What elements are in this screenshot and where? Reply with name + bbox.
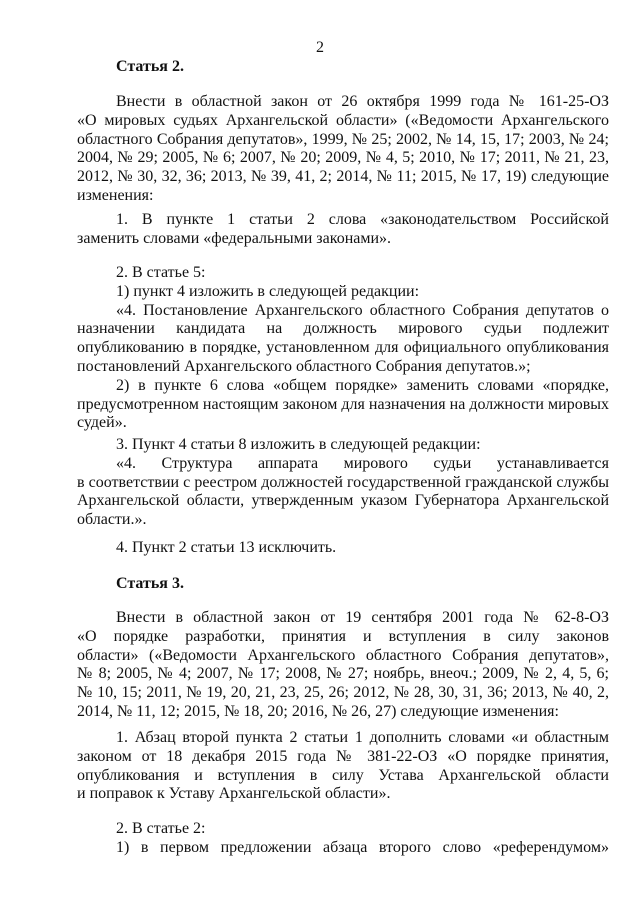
article-2-paragraph-3 bbox=[77, 436, 609, 530]
text-line: Внести в областной закон от 26 октября 1999 года № 161-25-ОЗ bbox=[116, 93, 609, 110]
text-line: «4. Структура аппарата мирового судьи устанавливается bbox=[116, 454, 609, 472]
page-number: 2 bbox=[316, 39, 324, 56]
text-line: предусмотренном настоящим законом для назначения на должности мировых bbox=[77, 395, 609, 413]
text-line: 2) в пункте 6 слова «общем порядке» заменить словами «порядке, bbox=[116, 376, 609, 394]
text-line: Внести в областной закон от 19 сентября 2001 года № 62-8-ОЗ bbox=[116, 609, 609, 626]
text-line: 3. Пункт 4 статьи 8 изложить в следующей редакции: bbox=[116, 436, 481, 453]
article-3-intro bbox=[77, 609, 609, 722]
text-line: области.». bbox=[77, 511, 147, 529]
text-line: 4. Пункт 2 статьи 13 исключить. bbox=[116, 539, 337, 556]
text-line: опубликованию в порядке, установленном для официального опубликования bbox=[77, 339, 609, 357]
text-line: и поправок к Уставу Архангельской области». bbox=[77, 785, 391, 803]
text-line: Архангельской области, утвержденным указом Губернатора Архангельской bbox=[77, 492, 609, 510]
text-line: 1. В пункте 1 статьи 2 слова «законодательством Российской bbox=[116, 211, 609, 228]
text-line: 2012, № 30, 32, 36; 2013, № 39, 41, 2; 2014, № 11; 2015, № 17, 19) следующие bbox=[77, 168, 609, 186]
text-line: № 8; 2005, № 4; 2007, № 17; 2008, № 27; ноябрь, внеоч.; 2009, № 2, 4, 5, 6; bbox=[77, 665, 609, 683]
text-line: 1) пункт 4 изложить в следующей редакции: bbox=[116, 282, 420, 300]
text-line: области» («Ведомости Архангельского областного Собрания депутатов», bbox=[77, 646, 609, 664]
text-line: «4. Постановление Архангельского областного Собрания депутатов о bbox=[116, 301, 609, 319]
text-line: «О порядке разработки, принятия и вступления в силу законов bbox=[77, 627, 609, 645]
article-3-paragraph-1 bbox=[77, 729, 609, 804]
text-line: назначении кандидата на должность мирового судьи подлежит bbox=[77, 320, 609, 338]
text-line: 2. В статье 2: bbox=[116, 820, 206, 837]
text-line: 2. В статье 5: bbox=[116, 264, 206, 281]
article-2-title: Статья 2. bbox=[116, 58, 184, 75]
article-2-paragraph-1 bbox=[77, 211, 609, 249]
article-2-paragraph-2 bbox=[77, 264, 609, 433]
article-3-paragraph-2 bbox=[77, 820, 609, 858]
text-line: областного Собрания депутатов», 1999, № 25; 2002, № 14, 15, 17; 2003, № 24; bbox=[77, 130, 609, 148]
text-line: в соответствии с реестром должностей государственной гражданской службы bbox=[77, 473, 609, 491]
text-line: постановлений Архангельского областного Собрания депутатов.»; bbox=[77, 357, 531, 375]
text-line: опубликования и вступления в силу Устава Архангельской области bbox=[77, 766, 609, 784]
text-line: изменения: bbox=[77, 186, 154, 204]
article-2-intro bbox=[77, 93, 609, 206]
text-line: 2004, № 29; 2005, № 6; 2007, № 20; 2009, № 4, 5; 2010, № 17; 2011, № 21, 23, bbox=[77, 149, 609, 167]
article-3-title: Статья 3. bbox=[116, 575, 184, 592]
text-line: заменить словами «федеральными законами». bbox=[77, 229, 392, 247]
text-line: 2014, № 11, 12; 2015, № 18, 20; 2016, № 26, 27) следующие изменения: bbox=[77, 702, 559, 720]
text-line: 1) в первом предложении абзаца второго слово «референдумом» bbox=[116, 838, 609, 856]
text-line: судей». bbox=[77, 414, 127, 432]
text-line: № 10, 15; 2011, № 19, 20, 21, 23, 25, 26; 2012, № 28, 30, 31, 36; 2013, № 40, 2, bbox=[77, 684, 609, 702]
text-line: 1. Абзац второй пункта 2 статьи 1 дополнить словами «и областным bbox=[116, 729, 609, 746]
article-2-paragraph-4 bbox=[77, 539, 609, 558]
text-line: «О мировых судьях Архангельской области» («Ведомости Архангельского bbox=[77, 111, 609, 129]
text-line: законом от 18 декабря 2015 года № 381-22-ОЗ «О порядке принятия, bbox=[77, 747, 609, 765]
